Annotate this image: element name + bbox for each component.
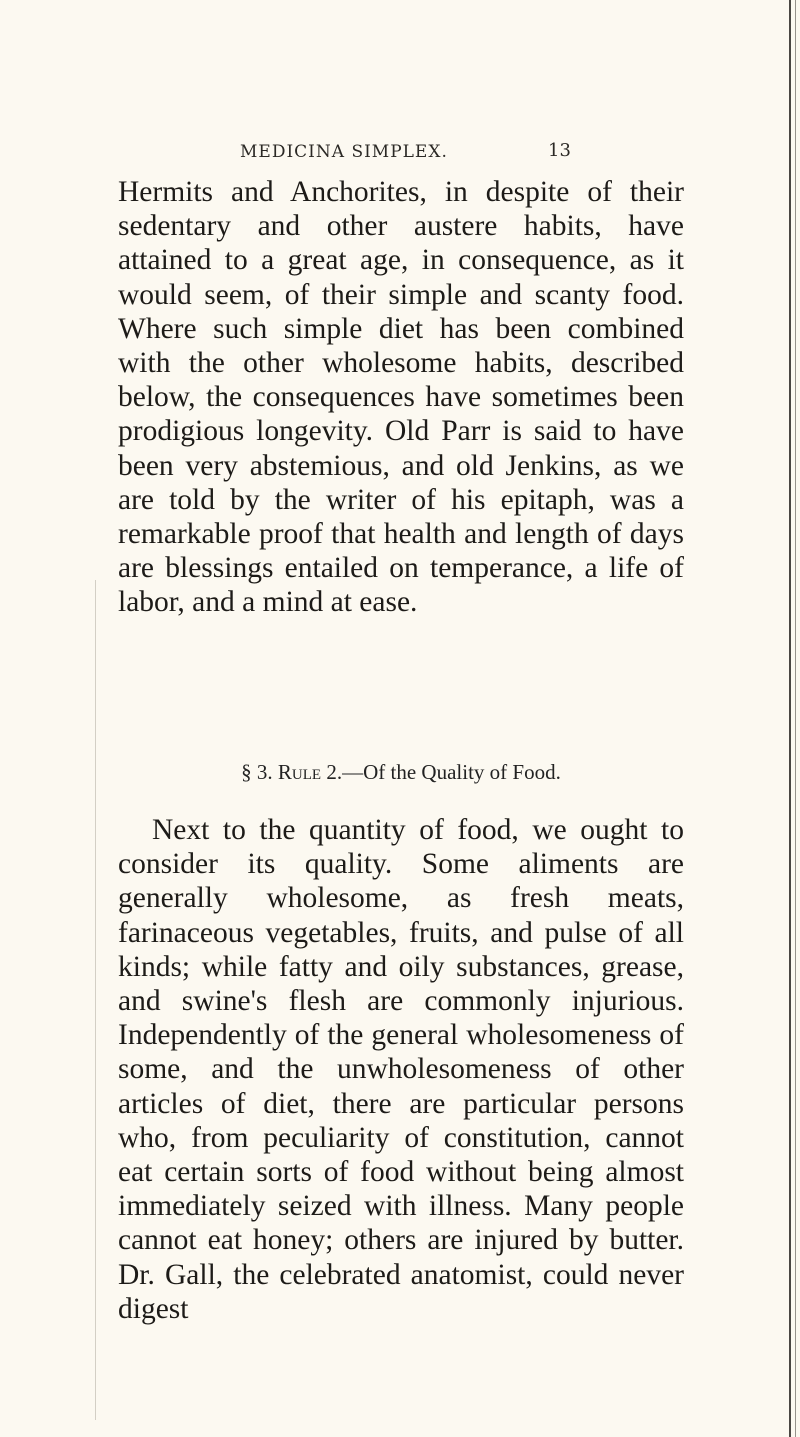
running-title: MEDICINA SIMPLEX. — [240, 142, 448, 162]
page-edge-shadow — [789, 0, 791, 1437]
binding-edge — [95, 580, 96, 1420]
section-title: —Of the Quality of Food. — [342, 760, 561, 784]
paragraph-quality-of-food: Next to the quantity of food, we ought to consider its quality. Some aliments are generally wholesome, as fresh meats, farinaceous vegetables, fruits, and pulse of all kinds; while fatty and oily substances, grease, and swine's flesh are commonly injurious. Independently of the general wholesomeness of some, and the unwholesomeness of other articles of diet, there are particular persons who, from peculiarity of constitution, cannot eat certain sorts of food without being almost immediately seized with illness. Many people cannot eat honey; others are injured by butter. Dr. Gall, the celebrated anatomist, could never digest — [118, 814, 684, 1325]
page-number: 13 — [548, 140, 571, 161]
paragraph-hermits: Hermits and Anchorites, in despite of their sedentary and other austere habits, have attained to a great age, in consequence, as it would seem, of their simple and scanty food. Where such simple diet has been combined with the other wholesome habits, described below, the consequences have sometimes been prodigious longevity. Old Parr is said to have been very abstemious, and old Jenkins, as we are told by the writer of his epitaph, was a remarkable proof that health and length of days are blessings entailed on temperance, a life of labor, and a mind at ease. — [118, 176, 684, 619]
section-number: § 3. — [241, 760, 273, 784]
section-heading — [118, 760, 684, 785]
running-head — [0, 142, 800, 172]
section-rule: Rule 2. — [277, 760, 343, 784]
page-edge-line — [795, 0, 796, 1437]
